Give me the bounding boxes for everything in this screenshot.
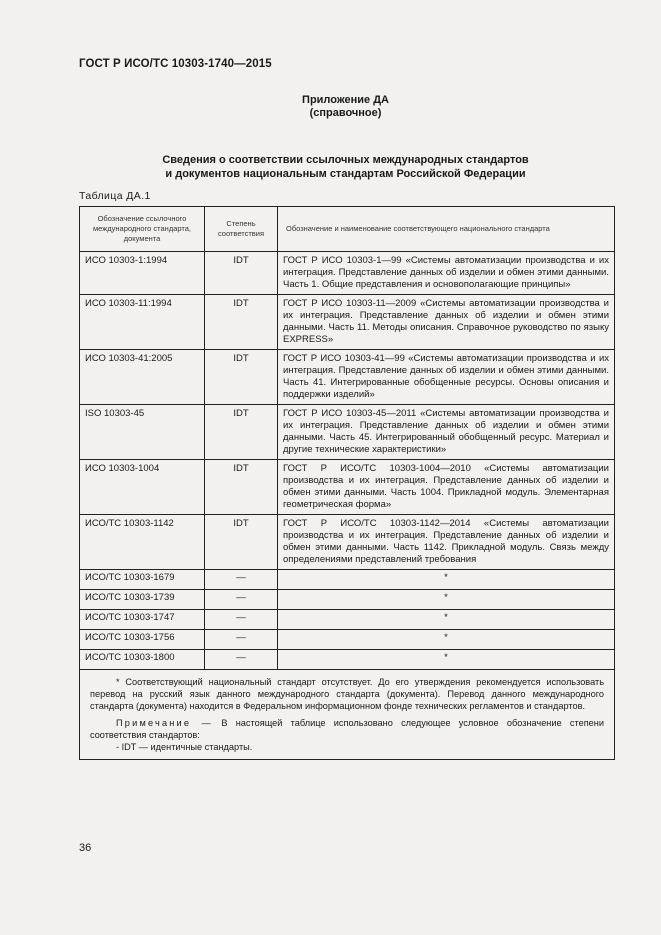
cell-degree: IDT [205,460,278,515]
table-row [80,570,615,590]
cell-national: ГОСТ Р ИСО 10303-41—99 «Системы автоматизации производства и их интеграция. Представление данных об изделии и обмен этими данными. Часть 41. Интегрированные обобщенные ресурсы. Основы описания и поддержки изделий» [278,350,615,405]
cell-degree: — [205,630,278,650]
correspondence-table [79,206,615,760]
table-row [80,650,615,670]
cell-reference: ИСО 10303-11:1994 [80,295,205,350]
cell-reference: ИСО 10303-1004 [80,460,205,515]
document-header: ГОСТ Р ИСО/ТС 10303-1740—2015 [79,58,272,70]
table-caption: Таблица ДА.1 [79,190,151,202]
cell-national: * [278,610,615,630]
table-row [80,405,615,460]
cell-national: ГОСТ Р ИСО/ТС 10303-1142—2014 «Системы автоматизации производства и их интеграция. Представление данных об изделии и обмен этими данными. Часть 1142. Прикладной модуль. Связь между определениями представлений требования [278,515,615,570]
cell-reference: ИСО/ТС 10303-1142 [80,515,205,570]
cell-reference: ИСО 10303-1:1994 [80,252,205,295]
annex-heading [0,94,661,120]
header-degree: Степень соответствия [205,207,278,252]
annex-subtitle: (справочное) [309,107,382,119]
header-reference: Обозначение ссылочного международного стандарта, документа [80,207,205,252]
cell-degree: IDT [205,350,278,405]
table-row [80,350,615,405]
table-header-row [80,207,615,252]
cell-reference: ИСО/ТС 10303-1756 [80,630,205,650]
cell-degree: — [205,590,278,610]
cell-national: ГОСТ Р ИСО 10303-45—2011 «Системы автоматизации производства и их интеграция. Представление данных об изделии и обмен этими данными. Часть 45. Интегрированный обобщенный ресурс. Материал и другие технические характеристики» [278,405,615,460]
table-row [80,295,615,350]
section-title-line-1: Сведения о соответствии ссылочных международных стандартов [162,154,529,166]
cell-national: ГОСТ Р ИСО/ТС 10303-1004—2010 «Системы автоматизации производства и их интеграция. Представление данных об изделии и обмен этими данными. Часть 1004. Прикладной модуль. Элементарная геометрическая форма» [278,460,615,515]
cell-national: * [278,630,615,650]
cell-degree: — [205,650,278,670]
cell-degree: — [205,610,278,630]
section-title-line-2: и документов национальным стандартам Российской Федерации [165,168,526,180]
note-text: В настоящей таблице использовано следующее условное обозначение степени соответствия стандартов: [90,718,604,740]
footnote: * Соответствующий национальный стандарт отсутствует. До его утверждения рекомендуется использовать перевод на русский язык данного международного стандарта (документа). Перевод данного международного стандарта (документа) находится в Федеральном информационном фонде технических регламентов и стандартов. [90,677,604,711]
cell-national: ГОСТ Р ИСО 10303-1—99 «Системы автоматизации производства и их интеграция. Представление данных об изделии и обмен этими данными. Часть 1. Общие представления и основополагающие принципы» [278,252,615,295]
cell-national: * [278,650,615,670]
note-label: Примечание — [116,718,214,728]
table-row [80,590,615,610]
cell-degree: IDT [205,295,278,350]
table-row [80,252,615,295]
cell-reference: ИСО/ТС 10303-1800 [80,650,205,670]
cell-national: * [278,590,615,610]
cell-degree: — [205,570,278,590]
cell-national: * [278,570,615,590]
table-row [80,610,615,630]
page-number: 36 [79,842,92,854]
table-row [80,515,615,570]
note-item: - IDT — идентичные стандарты. [116,742,253,752]
table-footer [80,670,615,760]
annex-title: Приложение ДА [302,94,389,106]
cell-reference: ИСО/ТС 10303-1679 [80,570,205,590]
cell-degree: IDT [205,515,278,570]
table-row [80,630,615,650]
table-footer-row [80,670,615,760]
cell-reference: ISO 10303-45 [80,405,205,460]
note [90,717,604,741]
section-title [0,153,661,181]
cell-degree: IDT [205,405,278,460]
cell-degree: IDT [205,252,278,295]
table-row [80,460,615,515]
cell-reference: ИСО 10303-41:2005 [80,350,205,405]
header-national: Обозначение и наименование соответствующего национального стандарта [278,207,615,252]
cell-national: ГОСТ Р ИСО 10303-11—2009 «Системы автоматизации производства и их интеграция. Представление данных об изделии и обмен этими данными. Часть 11. Методы описания. Справочное руководство по языку EXPRESS» [278,295,615,350]
cell-reference: ИСО/ТС 10303-1747 [80,610,205,630]
cell-reference: ИСО/ТС 10303-1739 [80,590,205,610]
